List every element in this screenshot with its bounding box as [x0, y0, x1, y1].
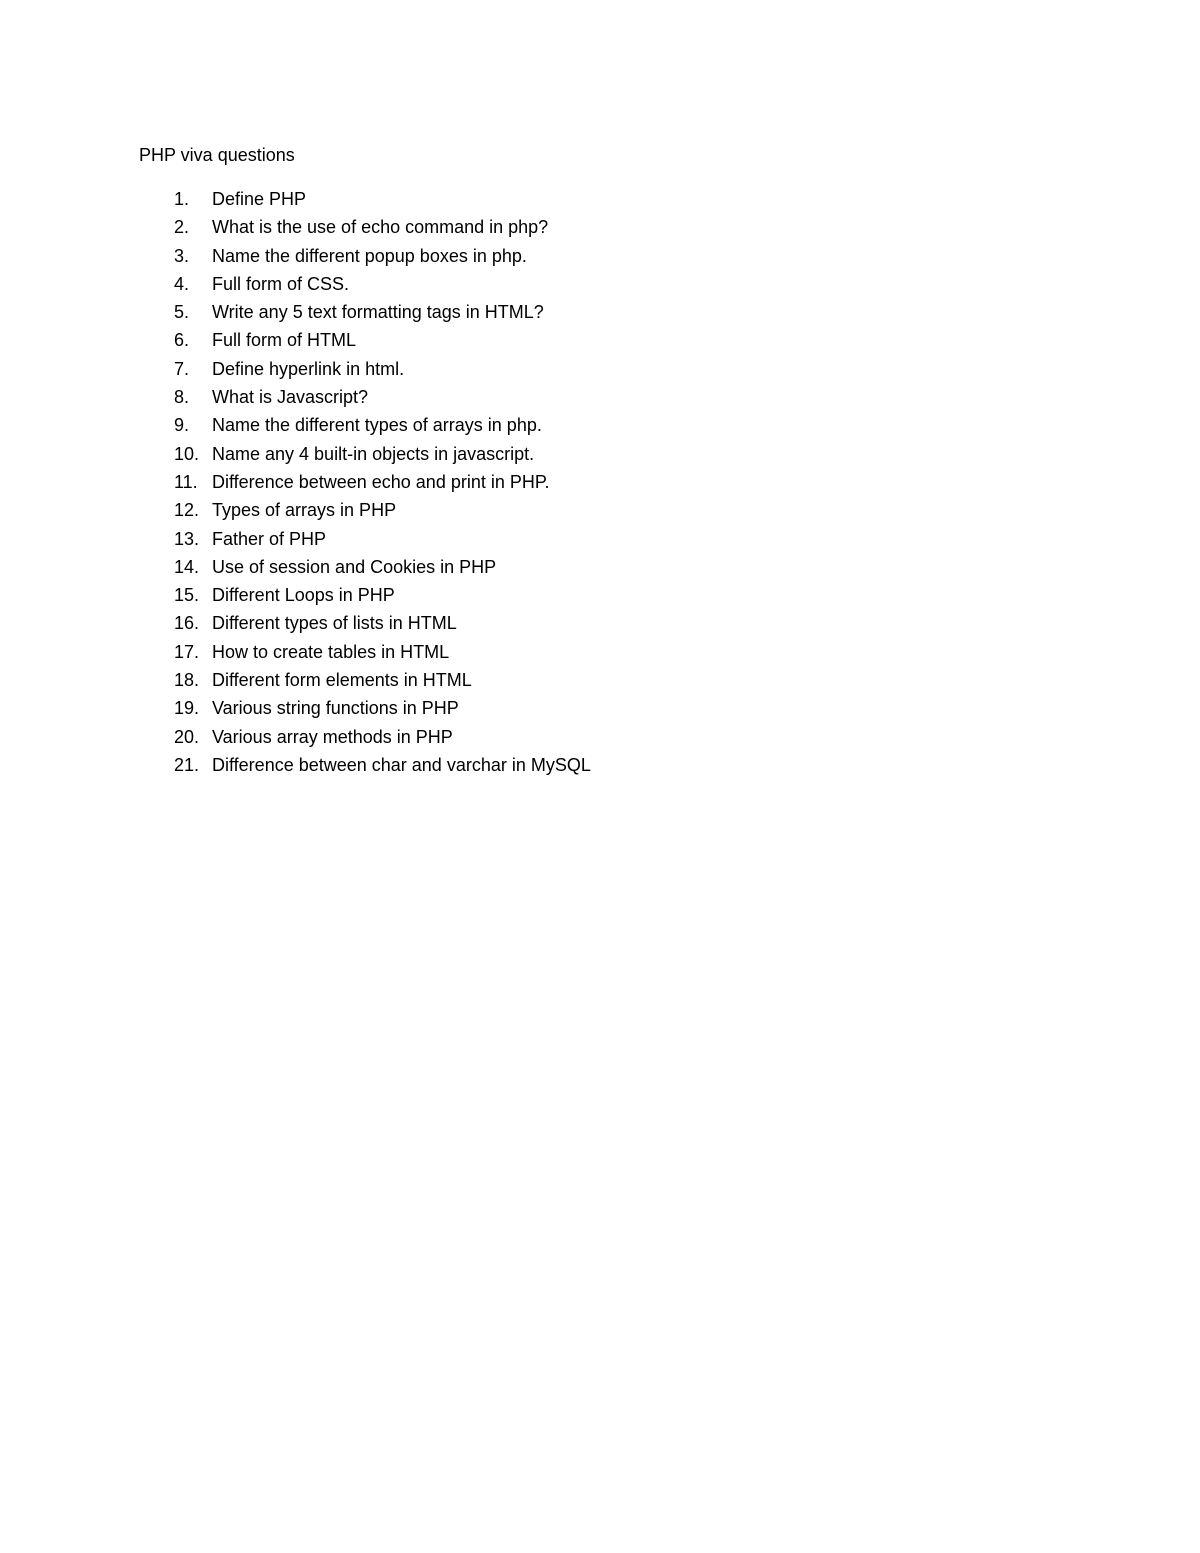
question-text: Define PHP — [212, 189, 307, 209]
question-text: What is the use of echo command in php? — [212, 217, 549, 238]
question-text: Difference between echo and print in PHP. — [212, 471, 550, 492]
question-number: 11. — [174, 471, 198, 492]
question-text: Name any 4 built-in objects in javascript. — [212, 443, 535, 464]
question-text: Use of session and Cookies in PHP — [212, 556, 497, 577]
question-number: 1. — [174, 189, 190, 209]
question-number: 20. — [174, 726, 200, 747]
question-text: How to create tables in HTML — [212, 641, 450, 662]
question-number: 2. — [174, 217, 190, 238]
question-number: 18. — [174, 670, 200, 691]
question-text: Name the different popup boxes in php. — [212, 245, 527, 266]
question-number: 3. — [174, 245, 190, 266]
question-number: 15. — [174, 585, 200, 606]
question-number: 8. — [174, 387, 190, 408]
question-text: Full form of CSS. — [212, 273, 350, 294]
question-text: Write any 5 text formatting tags in HTML? — [212, 302, 544, 323]
question-number: 14. — [174, 556, 200, 577]
question-text: Different form elements in HTML — [212, 670, 472, 691]
question-text: Various array methods in PHP — [212, 726, 453, 747]
question-text: Different Loops in PHP — [212, 585, 395, 606]
question-text: Various string functions in PHP — [212, 698, 459, 719]
question-number: 5. — [174, 302, 190, 323]
question-number: 9. — [174, 415, 190, 436]
question-number: 6. — [174, 330, 190, 351]
question-text: Define hyperlink in html. — [212, 358, 405, 379]
question-number: 7. — [174, 358, 190, 379]
question-number: 4. — [174, 273, 190, 294]
question-number: 16. — [174, 613, 200, 634]
document-title: PHP viva questions — [139, 145, 295, 165]
question-text: Father of PHP — [212, 528, 327, 549]
question-number: 13. — [174, 528, 200, 549]
question-number: 21. — [174, 754, 200, 775]
question-number: 19. — [174, 698, 200, 719]
question-text: Different types of lists in HTML — [212, 613, 457, 634]
question-number: 17. — [174, 641, 200, 662]
question-text: Name the different types of arrays in php. — [212, 415, 542, 436]
question-number: 10. — [174, 443, 200, 464]
question-text: Full form of HTML — [212, 330, 357, 351]
question-text: Difference between char and varchar in MySQL — [212, 754, 591, 775]
question-text: Types of arrays in PHP — [212, 500, 397, 521]
question-number: 12. — [174, 500, 200, 521]
question-text: What is Javascript? — [212, 387, 369, 408]
